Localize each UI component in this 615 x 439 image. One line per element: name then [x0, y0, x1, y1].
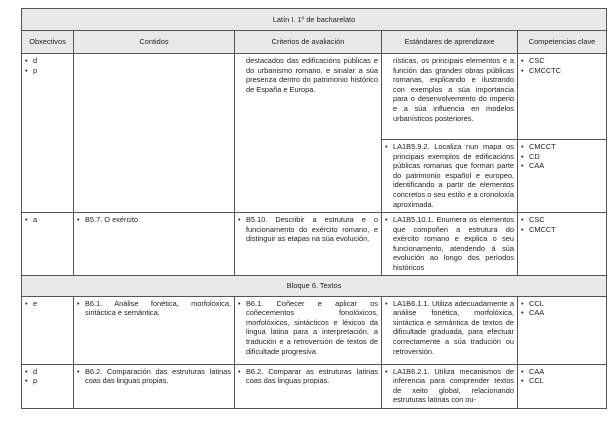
table-row — [22, 213, 607, 276]
estandar-cell — [382, 296, 518, 364]
contido-text: • B6.2. Comparación das estruturas latinas coas das linguas propias. — [77, 367, 231, 386]
estandar-cell — [382, 364, 518, 408]
competencia-item: • CCL — [521, 376, 603, 386]
criterio-text: • B5.10. Describir a estrutura e o funcionamento do exército romano, e distinguir as etapas na súa evolución. — [238, 215, 378, 244]
competencia-item: • CSC — [521, 215, 603, 225]
obxectivo-item: • p — [25, 376, 70, 386]
competencias-cell — [518, 213, 607, 276]
estandar-text: • LA1B5.9.2. Localiza nun mapa os principais exemplos de edificacións públicas romanas que forman parte do patrimonio español e europeo, identificando a partir de elementos concretos o seu estilo e a cronoloxía aproximada. — [385, 142, 514, 209]
competencia-item: • CD — [521, 152, 603, 162]
obxectivos-cell — [22, 296, 74, 364]
competencias-cell — [518, 54, 607, 140]
competencia-item: • CCL — [521, 299, 603, 309]
criterio-cell — [235, 213, 382, 276]
estandar-cell — [382, 213, 518, 276]
header-competencias: Competencias clave — [518, 31, 607, 54]
obxectivos-cell — [22, 364, 74, 408]
competencia-item: • CAA — [521, 161, 603, 171]
competencia-item: • CAA — [521, 308, 603, 318]
header-contidos: Contidos — [74, 31, 235, 54]
contidos-cell — [74, 54, 235, 213]
criterio-text: • B6.2. Comparar as estruturas latinas coas das linguas propias. — [238, 367, 378, 386]
estandar-text: • LA1B6.1.1. Utiliza adecuadamente a análise fonética, morfolóxica, sintáctica e semántica de textos de dificultade graduada, para efectuar correctamente a súa tradución ou retroversión. — [385, 299, 514, 357]
estandar-cell — [382, 140, 518, 213]
competencia-item: • CMCCT — [521, 225, 603, 235]
competencias-cell — [518, 140, 607, 213]
header-obxectivos: Obxectivos — [22, 31, 74, 54]
criterio-cell — [235, 296, 382, 364]
criterio-text: • B6.1. Coñecer e aplicar os coñecementos fonolóxicos, morfolóxicos, sintácticos e léxicos da lingua latina para a interpretación, a tradución e a retroversión de textos de dificultade progresiva. — [238, 299, 378, 357]
obxectivo-item: • e — [25, 299, 70, 309]
curriculum-table — [21, 8, 607, 409]
table-title: Latín I. 1º de bacharelato — [22, 9, 607, 31]
estandar-text: • LA1B5.10.1. Enumera os elementos que compoñen a estrutura do exército romano e explica o seu funcionamento, atendendo á súa evolución ao longo dos períodos históricos — [385, 215, 514, 273]
estandar-cell: rísticas, os principais elementos e a función das grandes obras públicas romanas, explicando e ilustrando con exemplos a súa importancia para o desenvolvemento do imperio e a súa influencia en modelos urbanísticos posteriores. — [382, 54, 518, 140]
competencia-item: • CSC — [521, 56, 603, 66]
obxectivos-cell — [22, 54, 74, 213]
competencia-item: • CMCCT — [521, 142, 603, 152]
competencias-cell — [518, 364, 607, 408]
block-heading: Bloque 6. Textos — [22, 275, 607, 296]
obxectivo-item: • p — [25, 66, 70, 76]
competencia-item: • CAA — [521, 367, 603, 377]
header-estandares: Estándares de aprendizaxe — [382, 31, 518, 54]
obxectivo-item: • d — [25, 367, 70, 377]
table-row — [22, 364, 607, 408]
table-row — [22, 296, 607, 364]
criterio-cell: destacados das edificacións públicas e do urbanismo romano, e sinalar a súa presenza dentro do patrimonio histórico de España e Europa. — [235, 54, 382, 213]
contidos-cell — [74, 364, 235, 408]
contido-text: • B5.7. O exército. — [77, 215, 231, 225]
table-row — [22, 54, 607, 140]
contido-text: • B6.1. Análise fonética, morfolóxica, sintáctica e semántica. — [77, 299, 231, 318]
obxectivo-item: • d — [25, 56, 70, 66]
curriculum-document — [21, 8, 607, 409]
competencia-item: • CMCCTC — [521, 66, 603, 76]
contidos-cell — [74, 213, 235, 276]
obxectivos-cell — [22, 213, 74, 276]
obxectivo-item: • a — [25, 215, 70, 225]
header-criterios: Criterios de avaliación — [235, 31, 382, 54]
competencias-cell — [518, 296, 607, 364]
estandar-text: • LA1B6.2.1. Utiliza mecanismos de inferencia para comprender textos de xeito global, relacionando estruturas latinas con ou- — [385, 367, 514, 405]
criterio-cell — [235, 364, 382, 408]
contidos-cell — [74, 296, 235, 364]
